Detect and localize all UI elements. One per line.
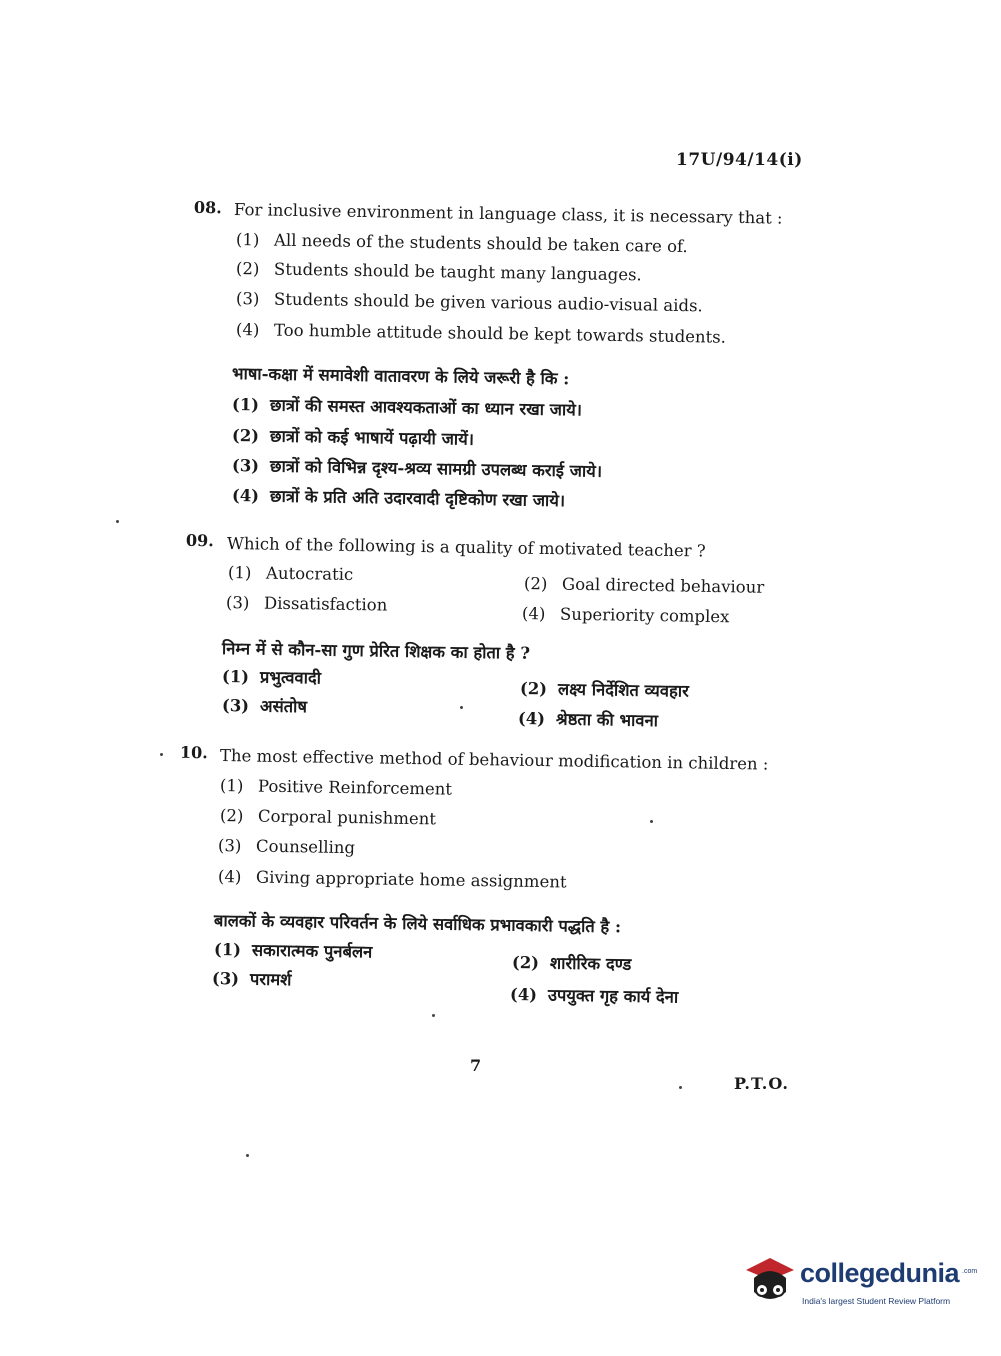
hindi-question-text: निम्न में से कौन-सा गुण प्रेरित शिक्षक का होता है ? <box>221 639 531 663</box>
hindi-option-4: (4) श्रेष्ठता की भावना <box>517 709 659 731</box>
hindi-option-3: (3) छात्रों को विभिन्न दृश्य-श्रव्य सामग्री उपलब्ध कराई जाये। <box>231 456 603 481</box>
option-3: (3) Counselling <box>217 836 356 858</box>
hindi-option-4: (4) छात्रों के प्रति अति उदारवादी दृष्टिकोण रखा जाये। <box>231 486 566 511</box>
hindi-option-2: (2) छात्रों को कई भाषायें पढ़ायी जायें। <box>231 426 475 449</box>
scan-speck <box>650 820 653 823</box>
option-2: (2) Students should be taught many languages. <box>235 259 642 285</box>
question-text: Which of the following is a quality of motivated teacher ? <box>226 534 706 561</box>
question-number: 10. <box>179 742 208 763</box>
option-1: (1) Autocratic <box>227 563 354 584</box>
hindi-option-1: (1) सकारात्मक पुनर्बलन <box>213 940 373 962</box>
option-2: (2) Goal directed behaviour <box>523 574 765 597</box>
hindi-option-2: (2) शारीरिक दण्ड <box>511 953 632 974</box>
option-3: (3) Students should be given various audio-visual aids. <box>235 289 703 316</box>
option-1: (1) Positive Reinforcement <box>219 776 453 799</box>
hindi-question-text: बालकों के व्यवहार परिवर्तन के लिये सर्वाधिक प्रभावकारी पद्धति है : <box>213 911 622 937</box>
option-1: (1) All needs of the students should be taken care of. <box>235 230 688 257</box>
option-3: (3) Dissatisfaction <box>225 593 388 615</box>
hindi-option-3: (3) असंतोष <box>221 696 308 717</box>
option-2: (2) Corporal punishment <box>219 806 437 829</box>
option-4: (4) Giving appropriate home assignment <box>217 867 567 892</box>
hindi-option-3: (3) परामर्श <box>211 969 292 990</box>
scan-speck <box>460 706 463 709</box>
hindi-option-4: (4) उपयुक्त गृह कार्य देना <box>509 985 679 1007</box>
brand-tagline: India's largest Student Review Platform <box>802 1296 951 1306</box>
hindi-question-text: भाषा-कक्षा में समावेशी वातावरण के लिये जरूरी है कि : <box>231 364 570 389</box>
question-text: The most effective method of behaviour modification in children : <box>219 746 769 774</box>
hindi-option-1: (1) छात्रों की समस्त आवश्यकताओं का ध्यान रखा जाये। <box>231 395 583 420</box>
question-number: 08. <box>193 197 222 218</box>
hindi-option-1: (1) प्रभुत्ववादी <box>221 667 322 688</box>
paper-code: 17U/94/14(i) <box>676 150 803 170</box>
brand-name: collegedunia <box>800 1258 960 1288</box>
brand-suffix: .com <box>962 1268 978 1275</box>
scan-speck <box>246 1154 249 1157</box>
option-4: (4) Too humble attitude should be kept towards students. <box>235 320 727 347</box>
scan-speck <box>116 520 119 523</box>
scan-speck <box>160 753 163 756</box>
graduate-mascot-icon <box>740 1252 800 1312</box>
collegedunia-watermark <box>738 1248 978 1318</box>
hindi-option-2: (2) लक्ष्य निर्देशित व्यवहार <box>519 679 689 701</box>
scan-speck <box>432 1014 435 1017</box>
pto-label: P.T.O. <box>734 1074 789 1093</box>
option-4: (4) Superiority complex <box>521 604 730 627</box>
question-text: For inclusive environment in language class, it is necessary that : <box>233 200 783 228</box>
question-number: 09. <box>185 530 214 551</box>
scan-speck <box>679 1086 682 1089</box>
page-number: 7 <box>470 1056 482 1075</box>
